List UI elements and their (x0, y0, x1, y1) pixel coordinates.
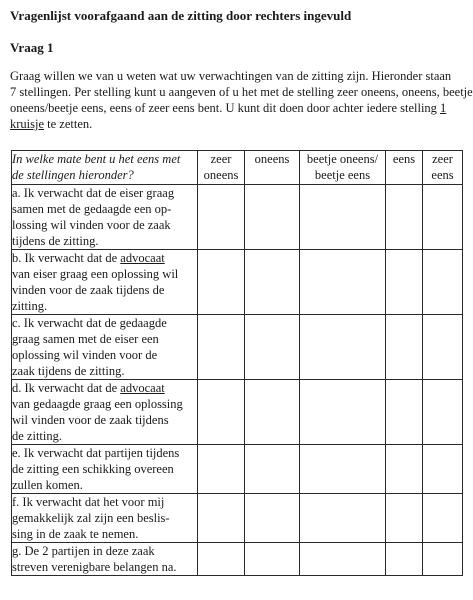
statement-line: sing in de zaak te nemen. (12, 527, 139, 541)
statement-line: van gedaagde graag een oplossing (12, 397, 183, 411)
answer-box-zeer-eens[interactable] (423, 185, 463, 250)
option-header-line: beetje eens (314, 168, 371, 182)
answer-box-oneens[interactable] (245, 315, 300, 380)
intro-line: Graag willen we van u weten wat uw verwachtingen van de zitting zijn. Hieronder staan (10, 69, 452, 83)
statement-cell (12, 250, 198, 315)
option-header-oneens (245, 151, 300, 185)
option-header-line: beetje oneens/ (306, 152, 379, 166)
question-title: Vraag 1 (10, 40, 54, 55)
statement-cell (12, 185, 198, 250)
option-header-line: zeer (432, 152, 453, 166)
document-title: Vragenlijst voorafgaand aan de zitting door rechters ingevuld (10, 8, 352, 23)
table-row (12, 315, 463, 380)
statement-line: oplossing wil vinden voor de (12, 348, 158, 362)
statement-line: de zitting. (12, 429, 62, 443)
answer-box-zeer-eens[interactable] (423, 543, 463, 576)
option-header-zeer-oneens (198, 151, 245, 185)
answer-box-beetje[interactable] (300, 543, 386, 576)
answer-box-zeer-eens[interactable] (423, 380, 463, 445)
statement-line: van eiser graag een oplossing wil (12, 267, 179, 281)
answer-box-oneens[interactable] (245, 380, 300, 445)
answer-box-beetje[interactable] (300, 380, 386, 445)
option-header-line: eens (431, 168, 454, 182)
answer-box-eens[interactable] (386, 315, 423, 380)
statement-line: wil vinden voor de zaak tijdens (12, 413, 169, 427)
statement-line: samen met de gedaagde een op- (12, 202, 172, 216)
answer-box-zeer-eens[interactable] (423, 445, 463, 494)
table-row (12, 380, 463, 445)
table-row (12, 185, 463, 250)
answer-box-beetje[interactable] (300, 494, 386, 543)
option-header-line: eens (392, 152, 416, 166)
underlined-word: advocaat (120, 381, 165, 395)
answer-box-zeer-oneens[interactable] (198, 185, 245, 250)
statement-line: zaak tijdens de zitting. (12, 364, 125, 378)
intro-paragraph (10, 68, 473, 132)
option-header-beetje (300, 151, 386, 185)
statement-cell (12, 494, 198, 543)
answer-box-zeer-oneens[interactable] (198, 445, 245, 494)
option-header-zeer-eens (423, 151, 463, 185)
answer-box-eens[interactable] (386, 494, 423, 543)
statement-line: de zitting een schikking overeen (12, 462, 174, 476)
statement-line (12, 250, 197, 266)
answer-box-zeer-oneens[interactable] (198, 494, 245, 543)
statement-line: vinden voor de zaak tijdens de (12, 283, 165, 297)
intro-line (10, 100, 473, 116)
answer-box-zeer-oneens[interactable] (198, 250, 245, 315)
statement-line: tijdens de zitting. (12, 234, 99, 248)
question-column-header (12, 151, 198, 185)
intro-line: 7 stellingen. Per stelling kunt u aangeven of u het met de stelling zeer oneens, oneens, beetje (10, 85, 473, 99)
statement-line: zullen komen. (12, 478, 83, 492)
table-row (12, 250, 463, 315)
table-row (12, 445, 463, 494)
answer-box-zeer-eens[interactable] (423, 315, 463, 380)
statement-line: a. Ik verwacht dat de eiser graag (12, 186, 175, 200)
option-header-eens (386, 151, 423, 185)
answer-box-eens[interactable] (386, 185, 423, 250)
option-header-line: zeer (210, 152, 232, 166)
statement-cell (12, 445, 198, 494)
statement-line: f. Ik verwacht dat het voor mij (12, 495, 165, 509)
statement-line: e. Ik verwacht dat partijen tijdens (12, 446, 180, 460)
statement-cell (12, 543, 198, 576)
option-header-line: oneens (254, 152, 290, 166)
table-row (12, 494, 463, 543)
answer-box-oneens[interactable] (245, 543, 300, 576)
answer-box-zeer-oneens[interactable] (198, 543, 245, 576)
answer-box-beetje[interactable] (300, 185, 386, 250)
statement-line (12, 380, 197, 396)
answer-box-eens[interactable] (386, 543, 423, 576)
statement-line: g. De 2 partijen in deze zaak (12, 544, 155, 558)
answer-box-oneens[interactable] (245, 494, 300, 543)
underlined-word: advocaat (120, 251, 165, 265)
statement-text: d. Ik verwacht dat de (12, 381, 121, 395)
statement-line: gemakkelijk zal zijn een beslis- (12, 511, 170, 525)
table-row (12, 543, 463, 576)
statement-line: streven verenigbare belangen na. (12, 560, 177, 574)
statement-text: b. Ik verwacht dat de (12, 251, 121, 265)
header-line: de stellingen hieronder? (12, 168, 134, 182)
statement-cell (12, 315, 198, 380)
answer-box-oneens[interactable] (245, 250, 300, 315)
intro-underlined-number: 1 (440, 101, 447, 115)
statement-line: zitting. (12, 299, 48, 313)
answer-box-oneens[interactable] (245, 445, 300, 494)
intro-underlined-word: kruisje (10, 117, 45, 131)
intro-line (10, 116, 473, 132)
header-line: In welke mate bent u het eens met (12, 152, 181, 166)
answer-box-zeer-eens[interactable] (423, 250, 463, 315)
answer-box-zeer-oneens[interactable] (198, 315, 245, 380)
option-header-line: oneens (203, 168, 239, 182)
statement-line: c. Ik verwacht dat de gedaagde (12, 316, 167, 330)
answer-box-beetje[interactable] (300, 315, 386, 380)
answer-box-eens[interactable] (386, 380, 423, 445)
answer-box-zeer-oneens[interactable] (198, 380, 245, 445)
statement-cell (12, 380, 198, 445)
answer-box-zeer-eens[interactable] (423, 494, 463, 543)
questionnaire-page (10, 0, 473, 600)
agreement-table (11, 150, 463, 576)
answer-box-eens[interactable] (386, 250, 423, 315)
answer-box-beetje[interactable] (300, 445, 386, 494)
intro-line-text: oneens/beetje eens, eens of zeer eens bent. U kunt dit doen door achter iedere stelling (10, 101, 437, 115)
intro-line-text: te zetten. (44, 117, 93, 131)
statement-line: graag samen met de eiser een (12, 332, 159, 346)
answer-box-eens[interactable] (386, 445, 423, 494)
answer-box-oneens[interactable] (245, 185, 300, 250)
statement-line: lossing wil vinden voor de zaak (12, 218, 171, 232)
table-header-row (12, 151, 463, 185)
answer-box-beetje[interactable] (300, 250, 386, 315)
